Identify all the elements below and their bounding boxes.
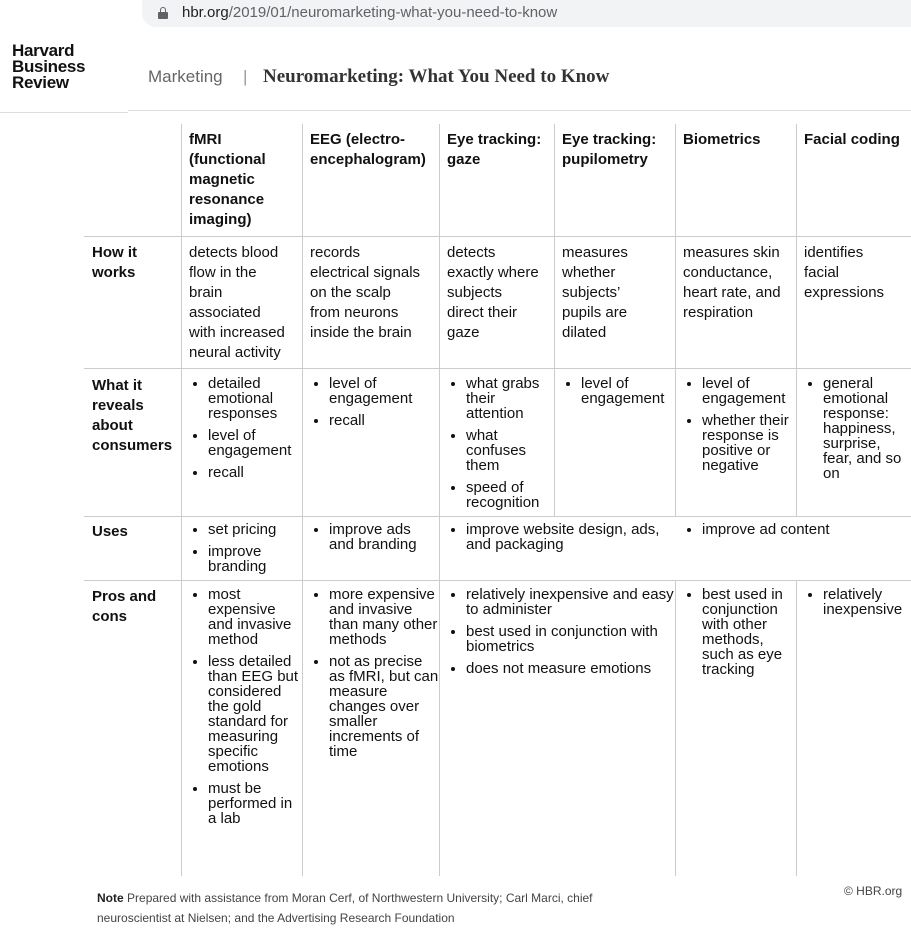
row-label-what-it-reveals (84, 376, 181, 456)
uses-cell-eye-tracking (439, 522, 675, 559)
logo-line-1: Harvard (12, 41, 75, 60)
row-label-text: cons (92, 608, 128, 625)
cell-text: subjects’ (562, 284, 621, 301)
column-header-biometrics (675, 130, 796, 150)
row-label-how-it-works (84, 243, 181, 283)
row-label-uses (84, 522, 181, 542)
bullet-item: • level of engagement (702, 376, 796, 406)
pros-cell-eye-tracking (439, 587, 675, 683)
bullet-item: • set pricing (208, 522, 302, 537)
cell-text: conductance, (683, 264, 773, 281)
source-note (97, 888, 657, 928)
bullet-item: • best used in conjunction with other methods, such as eye tracking (702, 587, 796, 677)
bullet-item: • what confuses them (466, 428, 554, 473)
header-text: gaze (447, 151, 481, 168)
cell-text: detects blood (189, 244, 279, 261)
header-text: magnetic (189, 171, 255, 188)
cell-text: pupils are (562, 304, 628, 321)
header-text: imaging) (189, 211, 252, 228)
reveals-cell-eye-pupilometry (554, 376, 675, 413)
logo-divider (0, 112, 128, 113)
how-cell-biometrics (675, 243, 796, 323)
row-label-text: Pros and (92, 588, 157, 605)
address-bar[interactable] (142, 0, 911, 27)
cell-text: brain (189, 284, 223, 301)
lock-icon (158, 7, 168, 19)
cell-text: respiration (683, 304, 754, 321)
column-header-fmri (181, 130, 302, 230)
bullet-item: • what grabs their attention (466, 376, 554, 421)
header-text: Facial coding (804, 131, 900, 148)
bullet-item: • must be performed in a lab (208, 781, 302, 826)
cell-text: gaze (447, 324, 480, 341)
bullet-item: • recall (329, 413, 439, 428)
reveals-cell-biometrics (675, 376, 796, 480)
row-label-text: works (92, 264, 136, 281)
reveals-cell-eeg (302, 376, 439, 435)
bullet-item: • improve website design, ads, and packaging (466, 522, 675, 552)
bullet-item: • whether their response is positive or negative (702, 413, 796, 473)
header-text: Biometrics (683, 131, 761, 148)
row-label-pros-and-cons (84, 587, 181, 627)
header-text: fMRI (189, 131, 222, 148)
cell-text: dilated (562, 324, 607, 341)
cell-text: measures (562, 244, 628, 261)
how-cell-fmri (181, 243, 302, 363)
cell-text: on the scalp (310, 284, 391, 301)
row-label-text: about (92, 417, 133, 434)
article-title: Neuromarketing: What You Need to Know (263, 66, 610, 87)
pros-cell-fmri (181, 587, 302, 833)
header-text: Eye tracking: (562, 131, 657, 148)
cell-text: neural activity (189, 344, 281, 361)
bullet-item: • not as precise as fMRI, but can measure changes over smaller increments of time (329, 654, 439, 759)
how-cell-eye-gaze (439, 243, 554, 343)
breadcrumb-separator: | (243, 67, 248, 86)
header-text: pupilometry (562, 151, 648, 168)
cell-text: flow in the (189, 264, 257, 281)
logo-line-2: Business (12, 57, 86, 76)
bullet-item: • level of engagement (208, 428, 302, 458)
bullet-item: • improve ad content (702, 522, 911, 537)
cell-text: associated (189, 304, 261, 321)
cell-text: measures skin (683, 244, 780, 261)
row-divider (84, 368, 911, 369)
reveals-cell-eye-gaze (439, 376, 554, 517)
bullet-item: • more expensive and invasive than many other methods (329, 587, 439, 647)
bullet-item: • relatively inexpensive (823, 587, 911, 617)
cell-text: facial (804, 264, 840, 281)
column-header-eye-pupilometry (554, 130, 675, 170)
reveals-cell-facial-coding (796, 376, 911, 488)
reveals-cell-fmri (181, 376, 302, 487)
cell-text: records (310, 244, 361, 261)
bullet-item: • best used in conjunction with biometrics (466, 624, 675, 654)
col-divider (796, 581, 797, 876)
header-text: resonance (189, 191, 265, 208)
bullet-item: • improve branding (208, 544, 302, 574)
url-text[interactable] (182, 4, 557, 21)
row-label-text: Uses (92, 523, 128, 540)
bullet-item: • speed of recognition (466, 480, 554, 510)
how-cell-eye-pupilometry (554, 243, 675, 343)
section-link[interactable]: Marketing (148, 67, 223, 86)
row-label-text: How it (92, 244, 137, 261)
cell-text: heart rate, and (683, 284, 781, 301)
bullet-item: • most expensive and invasive method (208, 587, 302, 647)
logo-line-3: Review (12, 73, 69, 92)
bullet-item: • level of engagement (329, 376, 439, 406)
column-header-eeg (302, 130, 439, 170)
header-text: (functional (189, 151, 266, 168)
uses-cell-fmri (181, 522, 302, 581)
pros-cell-biometrics (675, 587, 796, 684)
url-path: /2019/01/neuromarketing-what-you-need-to-know (228, 4, 558, 21)
how-cell-facial-coding (796, 243, 911, 303)
cell-text: identifies (804, 244, 864, 261)
bullet-item: • detailed emotional responses (208, 376, 302, 421)
cell-text: whether (562, 264, 616, 281)
bullet-item: • recall (208, 465, 302, 480)
row-label-text: reveals (92, 397, 144, 414)
cell-text: detects (447, 244, 496, 261)
cell-text: direct their (447, 304, 518, 321)
pros-cell-eeg (302, 587, 439, 766)
note-text: Prepared with assistance from Moran Cerf, of Northwestern University; Carl Marci, chief neuroscientist at Nielsen; and the Advertising Research Foundation (97, 891, 593, 925)
how-cell-eeg (302, 243, 439, 343)
url-host: hbr.org (182, 4, 229, 21)
bullet-item: • improve ads and branding (329, 522, 439, 552)
cell-text: expressions (804, 284, 885, 301)
bullet-item: • does not measure emotions (466, 661, 675, 676)
uses-cell-biometrics-facial (675, 522, 911, 544)
row-label-text: What it (92, 377, 142, 394)
copyright: © HBR.org (844, 884, 903, 898)
cell-text: electrical signals (310, 264, 421, 281)
header-text: Eye tracking: (447, 131, 542, 148)
row-label-text: consumers (92, 437, 173, 454)
column-header-facial-coding (796, 130, 911, 150)
header-divider (128, 110, 911, 111)
uses-cell-eeg (302, 522, 439, 559)
cell-text: with increased (189, 324, 285, 341)
bullet-item: • general emotional response: happiness, surprise, fear, and so on (823, 376, 911, 481)
header-text: encephalogram) (310, 151, 426, 168)
column-header-eye-gaze (439, 130, 554, 170)
hbr-logo[interactable] (12, 43, 85, 91)
pros-cell-facial-coding (796, 587, 911, 624)
cell-text: exactly where (447, 264, 539, 281)
header-text: EEG (electro- (310, 131, 406, 148)
bullet-item: • relatively inexpensive and easy to administer (466, 587, 675, 617)
cell-text: subjects (447, 284, 503, 301)
note-label: Note (97, 891, 124, 905)
bullet-item: • less detailed than EEG but considered the gold standard for measuring specific emotions (208, 654, 302, 774)
cell-text: from neurons (310, 304, 399, 321)
bullet-item: • level of engagement (581, 376, 675, 406)
row-divider (84, 236, 911, 237)
cell-text: inside the brain (310, 324, 412, 341)
